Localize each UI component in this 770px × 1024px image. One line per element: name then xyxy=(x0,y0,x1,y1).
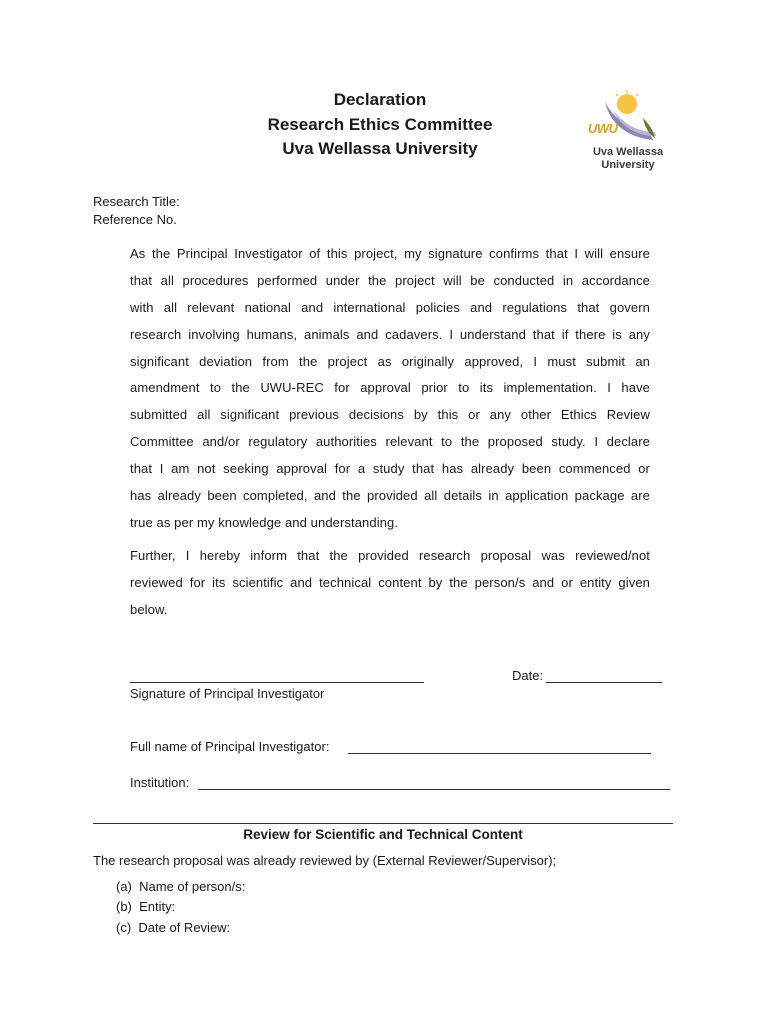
institution-label: Institution: xyxy=(130,775,190,790)
list-label: Entity: xyxy=(139,899,176,914)
declaration-paragraph xyxy=(130,241,650,537)
section-divider xyxy=(93,823,673,824)
signature-label: Signature of Principal Investigator xyxy=(130,686,325,701)
logo-name-line2: University xyxy=(601,159,655,171)
list-marker: (c) xyxy=(116,920,132,935)
review-intro: The research proposal was already reviewed by (External Reviewer/Supervisor); xyxy=(93,853,557,868)
list-label: Name of person/s: xyxy=(139,879,246,894)
full-name-field[interactable] xyxy=(348,753,651,754)
paragraph-line: that all procedures performed under the project will be conducted in accordance xyxy=(130,272,650,288)
signature-line[interactable] xyxy=(130,682,424,683)
review-item-entity xyxy=(116,899,175,914)
list-marker: (b) xyxy=(116,899,132,914)
paragraph-line: below. xyxy=(130,601,168,617)
paragraph-line: As the Principal Investigator of this project, my signature confirms that I will ensure xyxy=(130,246,650,261)
logo-name-line1: Uva Wellassa xyxy=(592,146,664,158)
paragraph-line: significant deviation from the project as originally approved, I must submit an xyxy=(130,353,650,369)
full-name-label: Full name of Principal Investigator: xyxy=(130,739,330,754)
review-item-name xyxy=(116,879,245,894)
institution-field[interactable] xyxy=(198,789,670,790)
paragraph-line: Committee and/or regulatory authorities relevant to the proposed study. I declare xyxy=(130,434,650,450)
paragraph-line: reviewed for its scientific and technical content by the person/s and or entity given xyxy=(130,574,650,590)
date-field[interactable] xyxy=(546,682,662,683)
reference-no-label: Reference No. xyxy=(93,212,177,227)
review-statement-paragraph xyxy=(130,543,650,624)
paragraph-line: true as per my knowledge and understanding. xyxy=(130,514,399,530)
paragraph-line: amendment to the UWU-REC for approval prior to its implementation. I have xyxy=(130,380,650,396)
review-item-date xyxy=(116,920,230,935)
title-declaration: Declaration xyxy=(333,90,427,109)
paragraph-line: that I am not seeking approval for a study that has already been commenced or xyxy=(130,461,650,477)
list-marker: (a) xyxy=(116,879,132,894)
paragraph-line: Further, I hereby inform that the provided research proposal was reviewed/not xyxy=(130,548,650,563)
review-section-title: Review for Scientific and Technical Content xyxy=(243,827,523,842)
paragraph-line: with all relevant national and international policies and regulations that govern xyxy=(130,299,650,315)
title-university: Uva Wellassa University xyxy=(282,139,478,158)
paragraph-line: has already been completed, and the provided all details in application package are xyxy=(130,488,650,504)
logo-name xyxy=(583,146,673,172)
paragraph-line: submitted all significant previous decisions by this or any other Ethics Review xyxy=(130,407,650,423)
title-committee: Research Ethics Committee xyxy=(267,114,493,134)
research-title-label: Research Title: xyxy=(93,194,180,209)
paragraph-line: research involving humans, animals and cadavers. I understand that if there is any xyxy=(130,326,650,342)
university-logo xyxy=(583,88,673,180)
date-label: Date: xyxy=(512,668,544,683)
logo-abbrev: UWU xyxy=(588,121,618,136)
list-label: Date of Review: xyxy=(138,920,231,935)
